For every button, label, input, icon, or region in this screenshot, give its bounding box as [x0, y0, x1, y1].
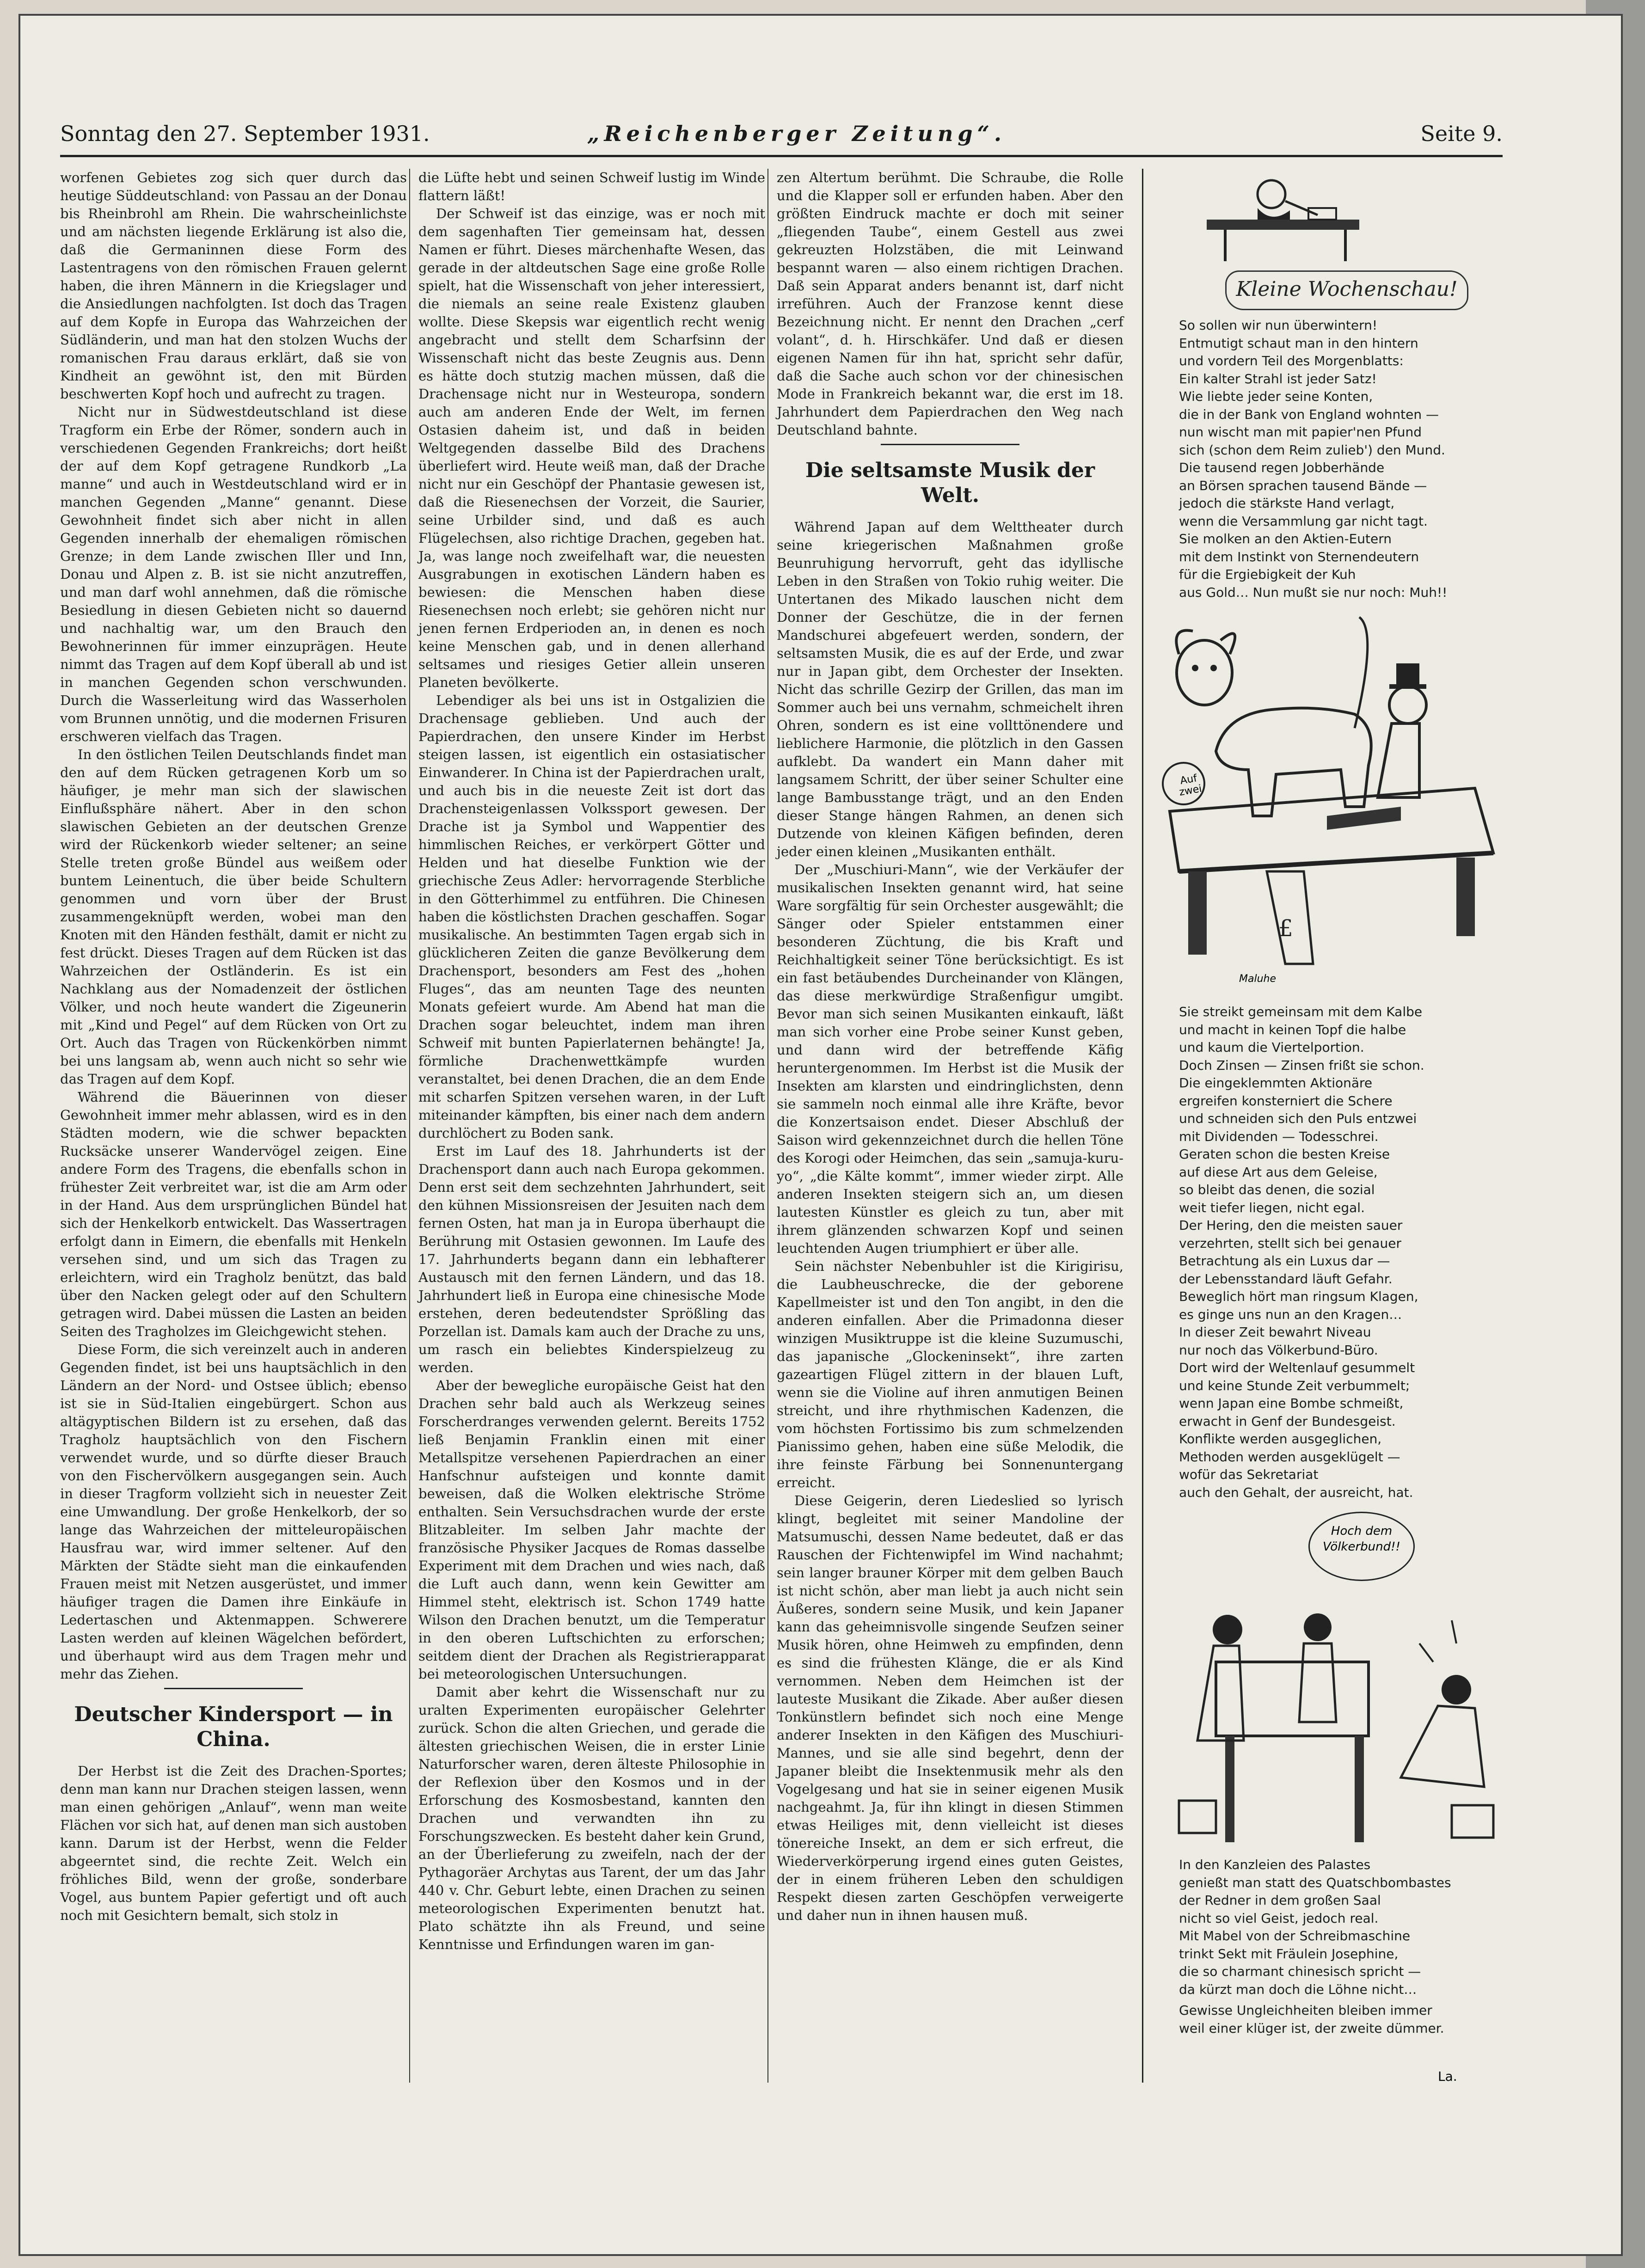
- poem-line: Die eingeklemmten Aktionäre: [1179, 1075, 1373, 1091]
- paragraph: Diese Geigerin, deren Liedeslied so lyrisch klingt, begleitet mit seiner Mandoline der Matsumuschi, dessen Name bedeutet, daß er das Rauschen der Fichtenwipfel im Wind nachahmt; sein langer brauner Körper mit dem gelben Bauch ist nicht schön, aber man liebt ja auch nicht sein Äußeres, sondern seine Musik, und kein Japaner kann das geheimnisvolle singende Seufzen seiner Musik hören, ohne Heimweh zu empfinden, denn es sind die frühesten Klänge, die er als Kind vernommen. Neben dem Heimchen ist der lauteste Musikant die Zikade. Aber außer diesen Tonkünstlern befindet sich noch eine Menge anderer Insekten in den Käfigen des Muschiuri-Mannes, und sie alle sind begehrt, denn der Japaner bleibt die Insektenmusik mehr als den Vogelgesang und hat sie in seiner eigenen Musik nachgeahmt. Ja, für ihn klingt in diesen Stimmen etwas Heiliges mit, denn vielleicht ist dieses tönereiche Insekt, an dem er sich erfreut, die Wiederverkörperung irgend eines guten Geistes, der in einem früheren Leben den schuldigen Respekt diesen zarten Geschöpfen verweigerte und daher nun in ihnen hausen muß.: [777, 1493, 1123, 1923]
- newspaper-title: „Reichenberger Zeitung“.: [587, 121, 1007, 146]
- paragraph: zen Altertum berühmt. Die Schraube, die Rolle und die Klapper soll er erfunden haben. Aber den größten Eindruck machte er doch mit seiner „fliegenden Taube“, einem Gestell aus zwei gekreuzten Holzstäben, die mit Leinwand bespannt waren — also einem richtigen Drachen. Daß sein Apparat anders benannt ist, darf nicht irreführen. Auch der Franzose kennt diese Bezeichnung nicht. Er nennt den Drachen „cerf volant“, d. h. Hirschkäfer. Und daß er diesen eigenen Namen für ihn hat, spricht sehr dafür, daß die Sache auch schon vor der chinesischen Mode in Frankreich bekannt war, die erst im 18. Jahrhundert dem Papierdrachen den Weg nach Deutschland bahnte.: [777, 170, 1123, 438]
- column-3: [777, 169, 1123, 2078]
- poem-line: und vordern Teil des Morgenblatts:: [1179, 353, 1404, 368]
- poem-line: mit dem Instinkt von Sternendeutern: [1179, 549, 1419, 564]
- cartoon-coin-label: Auf zwei: [1178, 772, 1203, 798]
- paragraph: In den östlichen Teilen Deutschlands findet man den auf dem Rücken getragenen Korb um so häufiger, je mehr man sich der slawischen Einflußsphäre nähert. Aber in den schon slawischen Gebieten an der deutschen Grenze wird der Rückenkorb wieder seltener; an seine Stelle treten große Bündel aus weißem oder buntem Leinentuch, die über beide Schultern genommen und vorn über der Brust zusammengeknüpft werden, wobei man den Knoten mit den Händen festhält, damit er nicht zu fest drückt. Dieses Tragen auf dem Rücken ist das Wahrzeichen der Ostländerin. Es ist ein Nachklang aus der Nomadenzeit der östlichen Völker, und noch heute wandert die Zigeunerin mit „Kind und Pegel“ auf dem Rücken von Ort zu Ort. Auch das Tragen von Rückenkörben nimmt bei uns langsam ab, wenn auch nicht so sehr wie das Tragen auf dem Kopf.: [60, 747, 407, 1087]
- poem-line: Entmutigt schaut man in den hintern: [1179, 335, 1418, 351]
- poem-line: Doch Zinsen — Zinsen frißt sie schon.: [1179, 1057, 1424, 1073]
- poem-line: und kaum die Viertelportion.: [1179, 1040, 1364, 1055]
- poem-line: wofür das Sekretariat: [1179, 1467, 1319, 1482]
- poem-line: trinkt Sekt mit Fräulein Josephine,: [1179, 1946, 1399, 1962]
- poem-part-1: [1179, 317, 1503, 601]
- poem-line: für die Ergiebigkeit der Kuh: [1179, 567, 1356, 582]
- poem-part-2: [1179, 1003, 1503, 1502]
- poem-line: Wie liebte jeder seine Konten,: [1179, 389, 1373, 404]
- poem-line: In den Kanzleien des Palastes: [1179, 1857, 1371, 1872]
- paragraph: Der „Muschiuri-Mann“, wie der Verkäufer der musikalischen Insekten genannt wird, hat seine Ware sorgfältig für sein Orchester ausgewählt; die Sänger oder Spieler entstammen einer besonderen Züchtung, die bis Kraft und Reichhaltigkeit seiner Töne berücksichtigt. Es ist ein fast betäubendes Durcheinander von Klängen, das diese merkwürdige Straßenfigur umgibt. Bevor man sich seinen Musikanten einkauft, läßt man sich vorher eine Probe seiner Kunst geben, und dann wird der betreffende Käfig heruntergenommen. Im Herbst ist die Musik der Insekten am klarsten und eindringlichsten, denn sie sammeln noch einmal alle ihre Kräfte, bevor die Konzertsaison endet. Dieser Abschluß der Saison wird gekennzeichnet durch die hellen Töne des Korogi oder Heimchen, das sein „samuja-kuru-yo“, „die Kälte kommt“, immer wieder zirpt. Alle anderen Insekten steigern sich an, um diesen lautesten Künstler es gleich zu tun, aber mit ihrem glänzenden schwarzen Kopf und seinen leuchtenden Augen triumphiert er über alle.: [777, 862, 1123, 1256]
- poem-line: da kürzt man doch die Löhne nicht…: [1179, 1981, 1417, 1997]
- poem-line: verzehrten, stellt sich bei genauer: [1179, 1235, 1401, 1251]
- poem-line: und schneiden sich den Puls entzwei: [1179, 1111, 1417, 1126]
- column-1: [60, 169, 407, 2073]
- author-signature: La.: [1438, 2069, 1457, 2084]
- paragraph: Nicht nur in Südwestdeutschland ist diese Tragform ein Erbe der Römer, sondern auch in verschiedenen Gegenden Frankreichs; dort heißt der auf dem Kopf getragene Rundkorb „La manne“ und auch in Westdeutschland wird er in manchen Gegenden „Manne“ genannt. Diese Gewohnheit findet sich aber nicht in allen Gegenden innerhalb der ehemaligen römischen Grenze; in dem Lande zwischen Iller und Inn, Donau und Alpen z. B. ist sie nicht anzutreffen, und man darf wohl annehmen, daß die römische Besiedlung in diesen Gebieten nicht so dauernd und nachhaltig war, um den Brauch den Bewohnerinnen für immer einzuprägen. Heute nimmt das Tragen auf dem Kopf überall ab und ist in manchen Gegenden schon verschwunden. Durch die Wasserleitung wird das Wasserholen vom Brunnen unnötig, und die modernen Frisuren erschweren vielfach das Tragen.: [60, 404, 407, 744]
- weekly-review-title: Kleine Wochenschau!: [1225, 270, 1468, 310]
- poem-line: Mit Mabel von der Schreibmaschine: [1179, 1928, 1411, 1943]
- column-2: [418, 169, 765, 2078]
- paragraph: Lebendiger als bei uns ist in Ostgalizien die Drachensage geblieben. Und auch der Papierdrachen, den unsere Kinder im Herbst steigen lassen, ist eigentlich ein ostasiatischer Einwanderer. In China ist der Papierdrachen uralt, und auch bis in die neueste Zeit ist dort das Drachensteigenlassen Volkssport gewesen. Der Drache ist ja Symbol und Wappentier des himmlischen Reiches, er verkörpert Götter und Helden und hat dieselbe Funktion wie der griechische Zeus Adler: hervorragende Sterbliche in den Götterhimmel zu entführen. Die Chinesen haben die köstlichsten Drachen geschaffen. Sogar musikalische. An bestimmten Tagen ergab sich in glücklicheren Zeiten die ganze Bevölkerung dem Drachensport, besonders am Fest des „hohen Fluges“, das am neunten Tage des neunten Monats gefeiert wurde. Am Abend hat man die Drachen sogar beleuchtet, indem man ihren Schweif mit bunten Papierlaternen behängte! Ja, förmliche Drachenwettkämpfe wurden veranstaltet, bei denen Drachen, die an dem Ende mit scharfen Spitzen versehen waren, in der Luft miteinander kämpften, bis einer nach dem andern durchlöchert zu Boden sank.: [418, 693, 765, 1141]
- paragraph: Sein nächster Nebenbuhler ist die Kirigirisu, die Laubheuschrecke, die der geborene Kapellmeister ist und den Ton angibt, in den die anderen einfallen. Aber die Primadonna dieser winzigen Musiktruppe ist die kleine Suzumuschi, das japanische „Glockeninsekt“, ihre zarten gazeartigen Flügel zittern in der blauen Luft, wenn sie die Violine auf ihren anmutigen Beinen streicht, und ihre rhythmischen Kadenzen, die vom höchsten Fortissimo bis zum schmelzenden Pianissimo gehen, haben eine süße Melodik, die ihre feinste Färbung bei Sonnenuntergang erreicht.: [777, 1258, 1123, 1490]
- poem-line: In dieser Zeit bewahrt Niveau: [1179, 1324, 1371, 1340]
- poem-line: Die tausend regen Jobberhände: [1179, 460, 1385, 475]
- poem-line: auf diese Art aus dem Geleise,: [1179, 1164, 1378, 1180]
- poem-line: ergreifen konsterniert die Schere: [1179, 1093, 1393, 1109]
- paragraph: Damit aber kehrt die Wissenschaft nur zu uralten Experimenten europäischer Gelehrter zurück. Schon die alten Griechen, und gerade die ältesten griechischen Weisen, die in erster Linie Naturforscher waren, deren älteste Philosophie in der Reflexion über den Kosmos und in der Erforschung des Kosmosbestand, kannten den Drachen und verwandten ihn zu Forschungszwecken. Es besteht daher kein Grund, an der Überlieferung zu zweifeln, nach der der Pythagoräer Archytas aus Tarent, der um das Jahr 440 v. Chr. Geburt lebte, einen Drachen zu seinen meteorologischen Experimenten benutzt hat. Plato schätzte ihn als Freund, und seine Kenntnisse und Erfindungen waren im gan-: [418, 1684, 765, 1952]
- poem-line: mit Dividenden — Todesschrei.: [1179, 1128, 1379, 1144]
- paragraph: Während Japan auf dem Welttheater durch seine kriegerischen Maßnahmen große Beunruhigung hervorruft, geht das idyllische Leben in den Straßen von Tokio ruhig weiter. Die Untertanen des Mikado lauschen nicht dem Donner der Geschütze, die in der fernen Mandschurei abgefeuert werden, sondern, der seltsamsten Musik, die es auf der Erde, und zwar nur in Japan gibt, dem Orchester der Insekten. Nicht das schrille Gezirp der Grillen, das man im Sommer auch bei uns vernahm, schmeichelt ihren Ohren, sondern es ist eine vollttönendere und lieblichere Harmonie, die plötzlich in den Gassen aufklebt. Da wandert ein Mann daher mit langsamem Schritt, der über seiner Schulter eine lange Bambusstange trägt, und an den Enden dieser Stange hängen Rahmen, an denen sich Dutzende von kleinen Käfigen befinden, deren jeder einen kleinen „Musikanten enthält.: [777, 519, 1123, 859]
- poem-line: der Redner in dem großen Saal: [1179, 1893, 1381, 1908]
- poem-line: Der Hering, den die meisten sauer: [1179, 1218, 1403, 1233]
- paragraph: Erst im Lauf des 18. Jahrhunderts ist der Drachensport dann auch nach Europa gekommen. Denn erst seit dem sechzehnten Jahrhundert, seit den kühnen Missionsreisen der Jesuiten nach dem fernen Osten, hat man ja in Europa überhaupt die Berührung mit Ostasien gewonnen. Im Laufe des 17. Jahrhunderts begann dann ein lebhafterer Austausch mit den fernen Ländern, und das 18. Jahrhundert ließ in Europa eine chinesische Mode erstehen, deren bedeutendster Sprößling das Porzellan ist. Damals kam auch der Drache zu uns, um rasch ein beliebtes Kinderspielzeug zu werden.: [418, 1143, 765, 1375]
- poem-line: wenn die Versammlung gar nicht tagt.: [1179, 513, 1428, 529]
- poem-line: Dort wird der Weltenlauf gesummelt: [1179, 1360, 1415, 1375]
- page-number: Seite 9.: [1420, 121, 1503, 146]
- paragraph: Der Herbst ist die Zeit des Drachen-Sportes; denn man kann nur Drachen steigen lassen, wenn man einen gehörigen „Anlauf“, wenn man weite Flächen vor sich hat, auf denen man sich austoben kann. Darum ist der Herbst, wenn die Felder abgeerntet sind, die rechte Zeit. Welch ein fröhliches Bild, wenn der große, sonderbare Vogel, aus buntem Papier gefertigt und oft auch noch mit Gesichtern bemalt, sich stolz in: [60, 1763, 407, 1923]
- divider: [881, 444, 1019, 445]
- desk-writer-illustration: [1207, 169, 1401, 270]
- poem-line: weil einer klüger ist, der zweite dümmer.: [1179, 2020, 1444, 2036]
- poem-line: aus Gold… Nun mußt sie nur noch: Muh!!: [1179, 584, 1448, 600]
- poem-line: Sie molken an den Aktien-Eutern: [1179, 531, 1392, 546]
- poem-line: jedoch die stärkste Hand verlagt,: [1179, 496, 1395, 511]
- paragraph: die Lüfte hebt und seinen Schweif lustig im Winde flattern läßt!: [418, 170, 765, 203]
- svg-text:£: £: [1278, 915, 1293, 942]
- paragraph: worfenen Gebietes zog sich quer durch das heutige Süddeutschland: von Passau an der Donau bis Rheinbrohl am Rhein. Die wahrscheinlichste und am nächsten liegende Erklärung ist also die, daß die Germaninnen diese Form des Lastentragens von den römischen Frauen gelernt haben, die ihren Männern in die Kriegslager und die Ansiedlungen nachfolgten. Ist doch das Tragen auf dem Kopfe in Europa das Wahrzeichen der Südländerin, und man hat den stolzen Wuchs der romanischen Frau daraus erklärt, daß sie von Kindheit an gewöhnt ist, den mit Bürden beschwerten Kopf hoch und aufrecht zu tragen.: [60, 170, 407, 402]
- poem-line: So sollen wir nun überwintern!: [1179, 318, 1378, 333]
- poem-line: nun wischt man mit papier'nen Pfund: [1179, 424, 1422, 440]
- poem-line: sich (schon dem Reim zulieb') den Mund.: [1179, 442, 1445, 458]
- poem-line: weit tiefer liegen, nicht egal.: [1179, 1200, 1365, 1215]
- poem-part-4: [1179, 2002, 1503, 2037]
- article-headline: Die seltsamste Musik der Welt.: [805, 459, 1095, 507]
- paragraph: Diese Form, die sich vereinzelt auch in anderen Gegenden findet, ist bei uns hauptsächlich in den Ländern an der Nord- und Ostsee üblich; ebenso ist sie in Süd-Italien eingebürgert. Schon aus altägyptischen Bildern ist zu ersehen, daß das Tragholz hauptsächlich von den Fischern verwendet wurde, und so dürfte dieser Brauch von den Fischervölkern ausgegangen sein. Auch in dieser Tragform vollzieht sich in neuester Zeit eine Umwandlung. Der große Henkelkorb, der so lange das Wahrzeichen der mitteleuropäischen Hausfrau war, wird immer seltener. Auf den Märkten der Städte sieht man die einkaufenden Frauen meist mit Netzen ausgerüstet, und immer häufiger tragen die Damen ihre Einkäufe in Ledertaschen und Aktenmappen. Schwerere Lasten werden auf kleinen Wägelchen befördert, und überhaupt wird aus dem Tragen mehr und mehr das Ziehen.: [60, 1342, 407, 1682]
- poem-line: Konflikte werden ausgeglichen,: [1179, 1431, 1382, 1447]
- poem-line: wenn Japan eine Bombe schmeißt,: [1179, 1396, 1404, 1411]
- poem-line: und macht in keinen Topf die halbe: [1179, 1022, 1406, 1037]
- column-rule: [767, 169, 768, 2083]
- header-date: Sonntag den 27. September 1931.: [60, 121, 430, 146]
- poem-line: die so charmant chinesisch spricht —: [1179, 1964, 1421, 1979]
- poem-line: es ginge uns nun an den Kragen…: [1179, 1306, 1402, 1322]
- poem-line: erwacht in Genf der Bundesgeist.: [1179, 1413, 1396, 1429]
- paragraph: Aber der bewegliche europäische Geist hat den Drachen sehr bald auch als Werkzeug seines Forscherdranges verwenden gelernt. Bereits 1752 ließ Benjamin Franklin einen mit einer Metallspitze versehenen Papierdrachen an einer Hanfschnur aufsteigen und konnte damit beweisen, daß die Wolken elektrische Ströme enthalten. Sein Versuchsdrachen wurde der erste Blitzableiter. Im selben Jahr machte der französische Physiker Jacques de Romas dasselbe Experiment mit dem Drachen und wies nach, daß die Luft auch dann, wenn kein Gewitter am Himmel steht, elektrisch ist. Schon 1749 hatte Wilson den Drachen benutzt, um die Temperatur in den oberen Luftschichten zu erforschen; seitdem dient der Drachen als Registrierapparat bei meteorologischen Untersuchungen.: [418, 1378, 765, 1682]
- speech-bubble: Hoch dem Völkerbund!!: [1308, 1512, 1415, 1581]
- poem-line: so bleibt das denen, die sozial: [1179, 1182, 1375, 1197]
- poem-line: genießt man statt des Quatschbombastes: [1179, 1875, 1451, 1890]
- poem-line: und keine Stunde Zeit verbummelt;: [1179, 1378, 1410, 1393]
- cartoon-signature: Maluhe: [1239, 973, 1276, 985]
- poem-line: nicht so viel Geist, jedoch real.: [1179, 1910, 1379, 1926]
- paragraph: Der Schweif ist das einzige, was er noch mit dem sagenhaften Tier gemeinsam hat, dessen Namen er führt. Dieses märchenhafte Wesen, das gerade in der altdeutschen Sage eine große Rolle spielt, hat die Wissenschaft von jeher interessiert, die niemals an seine reale Existenz glauben wollte. Diese Skepsis war eigentlich recht wenig angebracht und stellt dem Scharfsinn der Wissenschaft nicht das beste Zeugnis aus. Denn es hätte doch stutzig machen müssen, daß die Drachensage nicht nur in Westeuropa, sondern auch am anderen Ende der Welt, im fernen Ostasien daheim ist, und daß in beiden Weltgegenden dasselbe Bild des Drachens überliefert wird. Heute weiß man, daß der Drache nicht nur ein Geschöpf der Phantasie gewesen ist, daß die Riesenechsen der Vorzeit, die Saurier, seine Urbilder sind, und daß es auch Flügelechsen, also richtige Drachen, gegeben hat. Ja, was lange noch zweifelhaft war, die neuesten Ausgrabungen in exotischen Ländern haben es bewiesen: die Menschen haben diese Riesenechsen noch erlebt; sie gehören nicht nur jenen fernen Erdperioden an, in denen es noch keine Menschen gab, und in denen allerhand seltsames und riesiges Getier allein unseren Planeten bevölkerte.: [418, 206, 765, 690]
- poem-line: Gewisse Ungleichheiten bleiben immer: [1179, 2003, 1432, 2018]
- poem-line: nur noch das Völkerbund-Büro.: [1179, 1342, 1378, 1358]
- poem-line: Beweglich hört man ringsum Klagen,: [1179, 1289, 1418, 1304]
- header-rule: [60, 155, 1503, 157]
- poem-line: Geraten schon die besten Kreise: [1179, 1146, 1390, 1162]
- weekly-review-column: [1142, 169, 1512, 2083]
- office-party-cartoon: [1160, 1583, 1503, 1861]
- gold-cow-cartoon: [1160, 613, 1503, 1056]
- poem-line: der Lebensstandard läuft Gefahr.: [1179, 1271, 1393, 1287]
- article-headline: Deutscher Kindersport — in China.: [74, 1703, 393, 1751]
- poem-line: Betrachtung als ein Luxus dar —: [1179, 1253, 1390, 1269]
- poem-line: an Börsen sprachen tausend Bände —: [1179, 478, 1427, 493]
- poem-line: Ein kalter Strahl ist jeder Satz!: [1179, 371, 1377, 386]
- poem-line: die in der Bank von England wohnten —: [1179, 406, 1439, 422]
- column-rule: [1142, 169, 1143, 2083]
- page-header: [60, 121, 1503, 153]
- poem-line: Methoden werden ausgeklügelt —: [1179, 1449, 1400, 1465]
- column-rule: [409, 169, 410, 2083]
- poem-line: Sie streikt gemeinsam mit dem Kalbe: [1179, 1004, 1423, 1019]
- paragraph: Während die Bäuerinnen von dieser Gewohnheit immer mehr ablassen, wird es in den Städten modern, wie die schwer bepackten Rucksäcke unserer Wandervögel zeigen. Eine andere Form des Tragens, die ebenfalls schon in frühester Zeit verbreitet war, ist die am Arm oder in der Hand. Aus dem ursprünglichen Bündel hat sich der Henkelkorb entwickelt. Das Wassertragen erfolgt dann in Eimern, die ebenfalls mit Henkeln versehen sind, und um sich das Tragen zu erleichtern, wird ein Tragholz benützt, das bald über den Nacken gelegt oder auf den Schultern getragen wird. Dabei müssen die Lasten an beiden Seiten des Tragholzes im Gleichgewicht stehen.: [60, 1089, 407, 1339]
- poem-part-3: [1179, 1856, 1503, 1998]
- divider: [164, 1688, 303, 1689]
- poem-line: auch den Gehalt, der ausreicht, hat.: [1179, 1484, 1413, 1500]
